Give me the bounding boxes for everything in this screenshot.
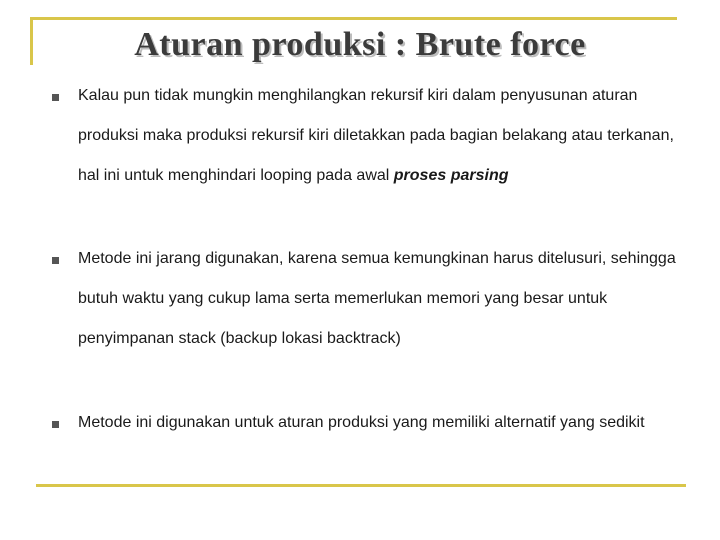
bullet-text-2: Metode ini jarang digunakan, karena semua kemungkinan harus ditelusuri, sehingga butuh waktu yang cukup lama serta memerlukan memori yang besar untuk penyimpanan stack (backup lokasi backtrack) — [78, 250, 676, 347]
bullet-text-1 — [78, 76, 698, 196]
slide-title: Aturan produksi : Brute force — [134, 26, 586, 63]
frame-top-border — [30, 17, 677, 20]
bullet-text-3: Metode ini digunakan untuk aturan produksi yang memiliki alternatif yang sedikit — [78, 414, 645, 431]
bullet-marker-1 — [52, 94, 59, 101]
bullet-text-1-body: Kalau pun tidak mungkin menghilangkan rekursif kiri dalam penyusunan aturan produksi maka produksi rekursif kiri diletakkan pada bagian belakang atau terkanan, hal ini untuk menghindari looping pada awal — [78, 87, 674, 184]
bullet-marker-2 — [52, 257, 59, 264]
bullet-marker-3 — [52, 421, 59, 428]
bullet-text-1-emphasis: proses parsing — [393, 167, 509, 184]
frame-bottom-border — [36, 484, 686, 487]
